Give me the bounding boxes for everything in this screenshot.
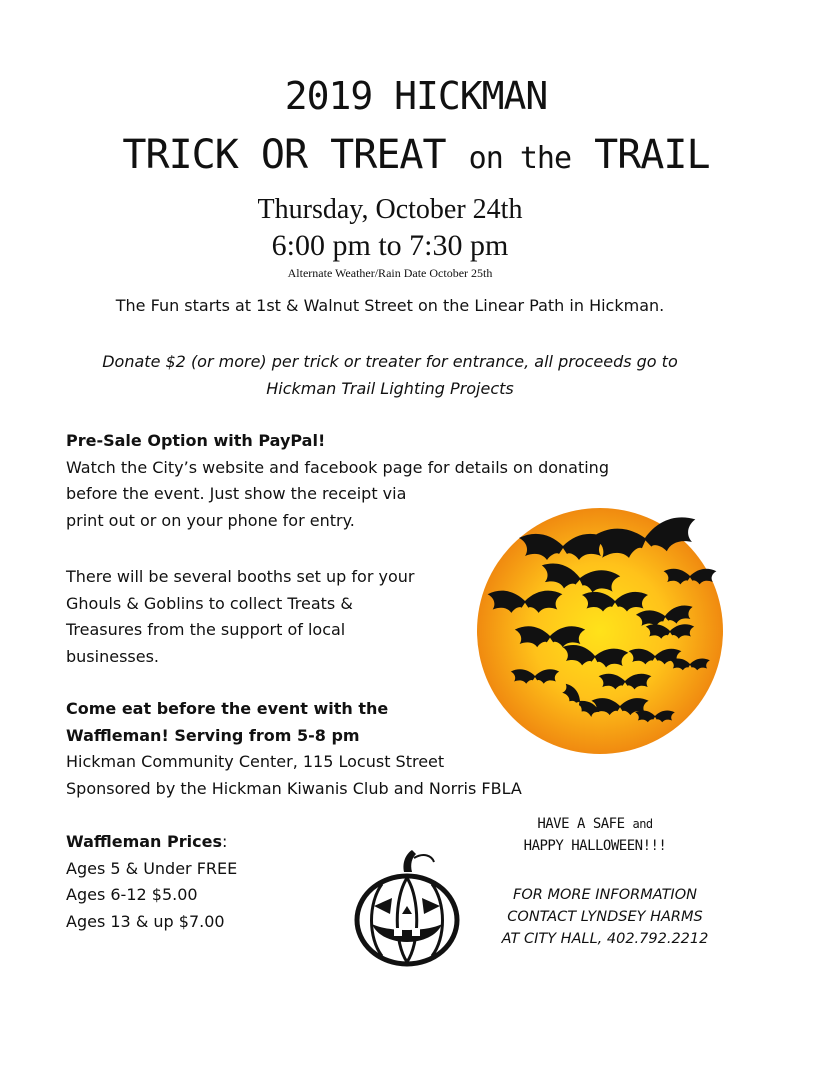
jack-o-lantern-illustration-icon — [352, 848, 462, 968]
title-line-1: 2019 HICKMAN — [284, 74, 548, 118]
presale-line-3: print out or on your phone for entry. — [66, 510, 355, 530]
waffleman-location: Hickman Community Center, 115 Locust Street — [66, 752, 445, 771]
event-time: 6:00 pm to 7:30 pm — [271, 229, 509, 262]
title-line-2 — [0, 132, 832, 178]
price-item: Ages 13 & up $7.00 — [66, 911, 225, 931]
contact-line-1: FOR MORE INFORMATION — [513, 887, 697, 903]
donation-line-2: Hickman Trail Lighting Projects — [266, 379, 514, 398]
booths-line-3: Treasures from the support of local — [66, 620, 346, 639]
prices-heading-row — [66, 829, 326, 856]
booths-line-2: Ghouls & Goblins to collect Treats & — [66, 593, 353, 613]
closing-message — [470, 813, 720, 857]
waffleman-heading-1: Come eat before the event with the — [66, 699, 389, 718]
bats-moon-illustration-icon — [475, 506, 725, 756]
contact-line-3: AT CITY HALL, 402.792.2212 — [501, 931, 709, 947]
event-date: Thursday, October 24th — [257, 194, 523, 225]
presale-heading: Pre-Sale Option with PayPal! — [66, 431, 326, 450]
title-trail: TRAIL — [594, 132, 710, 178]
prices-heading-colon: : — [221, 832, 228, 851]
price-item: Ages 6-12 $5.00 — [66, 885, 198, 904]
closing-have-a-safe: HAVE A SAFE — [537, 816, 625, 832]
presale-line-1: Watch the City’s website and facebook page for details on donating — [66, 457, 609, 477]
price-item: Ages 5 & Under FREE — [66, 858, 238, 878]
title-trick-or-treat: TRICK OR TREAT — [122, 132, 446, 178]
presale-line-2: before the event. Just show the receipt via — [66, 484, 407, 503]
closing-and: and — [632, 817, 653, 831]
start-location: The Fun starts at 1st & Walnut Street on the Linear Path in Hickman. — [115, 296, 665, 315]
closing-line-2: HAPPY HALLOWEEN!!! — [523, 838, 667, 854]
title-on-the: on the — [468, 141, 572, 176]
booths-section — [66, 564, 466, 670]
prices-section — [66, 829, 326, 935]
donation-text — [40, 348, 740, 402]
waffleman-sponsor: Sponsored by the Hickman Kiwanis Club and Norris FBLA — [66, 778, 522, 798]
prices-heading: Waffleman Prices — [66, 832, 222, 851]
donation-line-1: Donate $2 (or more) per trick or treater for entrance, all proceeds go to — [102, 352, 678, 371]
booths-line-1: There will be several booths set up for your — [66, 567, 415, 586]
booths-line-4: businesses. — [66, 646, 159, 666]
contact-line-2: CONTACT LYNDSEY HARMS — [507, 909, 703, 925]
closing-line-1 — [470, 813, 720, 835]
rain-date: Alternate Weather/Rain Date October 25th — [287, 266, 493, 280]
waffleman-heading-2: Waffleman! Serving from 5-8 pm — [66, 725, 360, 745]
contact-info — [470, 884, 740, 950]
